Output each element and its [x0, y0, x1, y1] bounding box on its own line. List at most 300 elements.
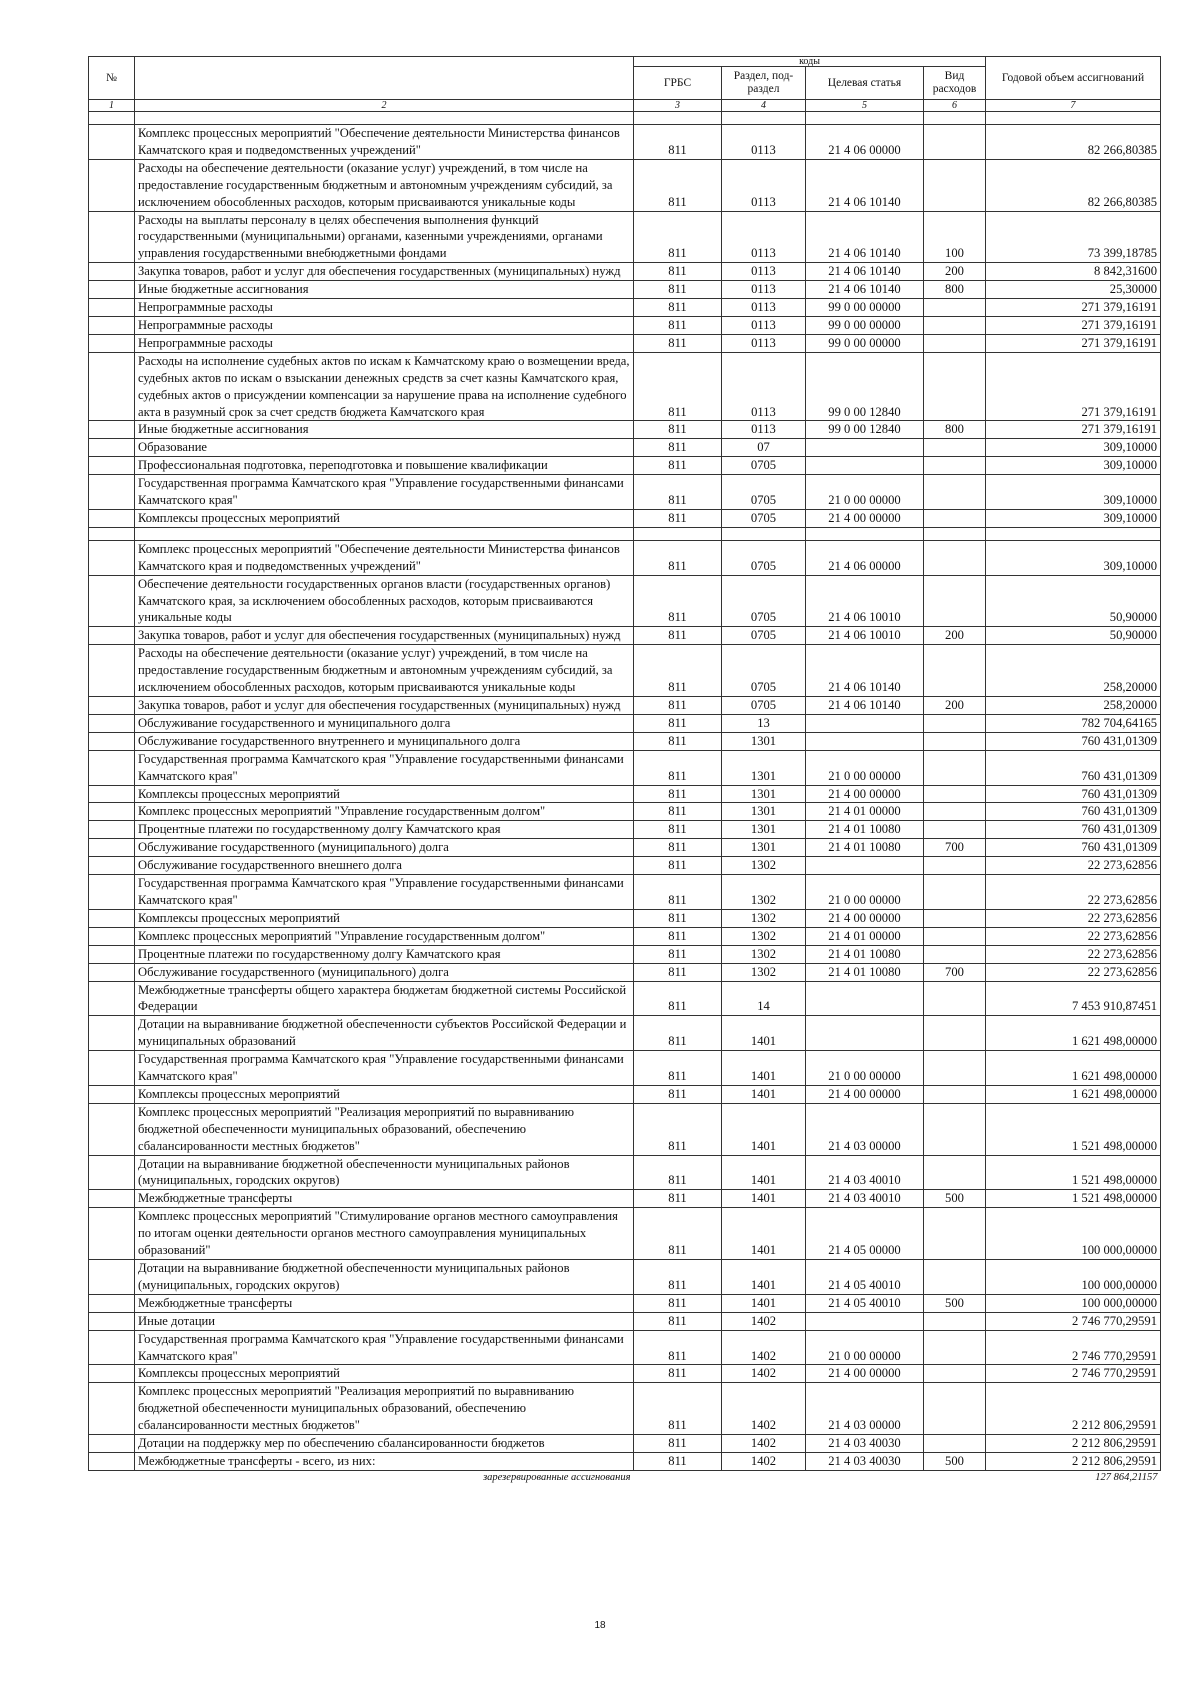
row-target-article-cell: 21 4 00 00000: [806, 509, 924, 527]
row-number-cell: [89, 509, 135, 527]
row-amount-cell: 782 704,64165: [986, 714, 1161, 732]
row-grbs-cell: 811: [634, 1051, 722, 1086]
row-name-cell: Процентные платежи по государственному долгу Камчатского края: [135, 821, 634, 839]
row-name-cell: Иные дотации: [135, 1312, 634, 1330]
row-grbs-cell: 811: [634, 732, 722, 750]
row-number-cell: [89, 575, 135, 627]
row-grbs-cell: 811: [634, 299, 722, 317]
row-amount-cell: 271 379,16191: [986, 352, 1161, 421]
row-razdel-cell: 0705: [722, 645, 806, 697]
table-row: [89, 839, 1161, 857]
row-number-cell: [89, 909, 135, 927]
row-razdel-cell: 1301: [722, 785, 806, 803]
row-target-article-cell: 21 4 06 10140: [806, 281, 924, 299]
row-grbs-cell: 811: [634, 211, 722, 263]
row-razdel-cell: 14: [722, 981, 806, 1016]
column-number: 3: [634, 100, 722, 112]
row-expense-type-cell: [924, 1435, 986, 1453]
row-expense-type-cell: [924, 945, 986, 963]
row-name-cell: Комплексы процессных мероприятий: [135, 785, 634, 803]
table-row: [89, 1103, 1161, 1155]
row-grbs-cell: 811: [634, 963, 722, 981]
row-expense-type-cell: [924, 785, 986, 803]
row-target-article-cell: 21 4 00 00000: [806, 1365, 924, 1383]
row-name-cell: Государственная программа Камчатского края "Управление государственными финансами Камчатского края": [135, 750, 634, 785]
row-grbs-cell: 811: [634, 875, 722, 910]
row-razdel-cell: 0705: [722, 509, 806, 527]
row-number-cell: [89, 1051, 135, 1086]
row-amount-cell: 1 521 498,00000: [986, 1155, 1161, 1190]
row-name-cell: Обслуживание государственного и муниципального долга: [135, 714, 634, 732]
row-grbs-cell: 811: [634, 334, 722, 352]
row-amount-cell: 309,10000: [986, 509, 1161, 527]
table-row: [89, 645, 1161, 697]
row-target-article-cell: 21 4 05 40010: [806, 1294, 924, 1312]
table-row: [89, 981, 1161, 1016]
row-target-article-cell: 21 4 03 40030: [806, 1435, 924, 1453]
row-amount-cell: 100 000,00000: [986, 1208, 1161, 1260]
row-target-article-cell: 99 0 00 00000: [806, 316, 924, 334]
header-name: [135, 57, 634, 100]
row-target-article-cell: [806, 857, 924, 875]
row-expense-type-cell: [924, 909, 986, 927]
row-target-article-cell: 21 4 03 40010: [806, 1155, 924, 1190]
row-expense-type-cell: [924, 1312, 986, 1330]
row-target-article-cell: 21 4 06 10010: [806, 575, 924, 627]
row-razdel-cell: 0113: [722, 334, 806, 352]
table-row: [89, 352, 1161, 421]
row-razdel-cell: 0113: [722, 421, 806, 439]
table-row: [89, 1435, 1161, 1453]
table-row: [89, 575, 1161, 627]
row-name-cell: Обслуживание государственного внешнего долга: [135, 857, 634, 875]
row-target-article-cell: 21 4 01 10080: [806, 821, 924, 839]
row-name-cell: Непрограммные расходы: [135, 316, 634, 334]
row-razdel-cell: 0113: [722, 125, 806, 160]
row-grbs-cell: 811: [634, 1190, 722, 1208]
header-codes: коды: [634, 57, 986, 67]
table-row: [89, 211, 1161, 263]
row-expense-type-cell: [924, 299, 986, 317]
row-amount-cell: 25,30000: [986, 281, 1161, 299]
row-razdel-cell: 1301: [722, 750, 806, 785]
table-row: [89, 281, 1161, 299]
row-amount-cell: 2 746 770,29591: [986, 1312, 1161, 1330]
row-razdel-cell: 1401: [722, 1103, 806, 1155]
spacer-row: [89, 527, 1161, 540]
row-grbs-cell: 811: [634, 1155, 722, 1190]
row-amount-cell: 8 842,31600: [986, 263, 1161, 281]
row-grbs-cell: 811: [634, 785, 722, 803]
row-amount-cell: 100 000,00000: [986, 1294, 1161, 1312]
row-target-article-cell: 21 4 06 00000: [806, 125, 924, 160]
row-number-cell: [89, 732, 135, 750]
row-razdel-cell: 0113: [722, 263, 806, 281]
row-amount-cell: 7 453 910,87451: [986, 981, 1161, 1016]
row-razdel-cell: 1402: [722, 1383, 806, 1435]
row-grbs-cell: 811: [634, 509, 722, 527]
row-amount-cell: 760 431,01309: [986, 803, 1161, 821]
row-number-cell: [89, 645, 135, 697]
table-row: [89, 1452, 1161, 1470]
row-number-cell: [89, 263, 135, 281]
row-name-cell: Дотации на выравнивание бюджетной обеспеченности муниципальных районов (муниципальных, городских округов): [135, 1155, 634, 1190]
table-row: [89, 439, 1161, 457]
row-number-cell: [89, 421, 135, 439]
table-row: [89, 316, 1161, 334]
row-name-cell: Обслуживание государственного внутреннего и муниципального долга: [135, 732, 634, 750]
row-grbs-cell: 811: [634, 803, 722, 821]
row-amount-cell: 309,10000: [986, 475, 1161, 510]
row-expense-type-cell: [924, 857, 986, 875]
row-razdel-cell: 1302: [722, 909, 806, 927]
row-expense-type-cell: 800: [924, 421, 986, 439]
row-grbs-cell: 811: [634, 1016, 722, 1051]
row-amount-cell: 22 273,62856: [986, 927, 1161, 945]
table-row: [89, 1155, 1161, 1190]
row-name-cell: Государственная программа Камчатского края "Управление государственными финансами Камчатского края": [135, 875, 634, 910]
row-expense-type-cell: 800: [924, 281, 986, 299]
table-body: [89, 112, 1161, 1471]
row-razdel-cell: 0113: [722, 159, 806, 211]
table-row: [89, 1383, 1161, 1435]
row-target-article-cell: 99 0 00 12840: [806, 352, 924, 421]
row-target-article-cell: [806, 981, 924, 1016]
row-amount-cell: 760 431,01309: [986, 785, 1161, 803]
table-row: [89, 509, 1161, 527]
row-amount-cell: 22 273,62856: [986, 909, 1161, 927]
row-grbs-cell: 811: [634, 281, 722, 299]
row-name-cell: Комплексы процессных мероприятий: [135, 1085, 634, 1103]
table-row: [89, 909, 1161, 927]
row-amount-cell: 271 379,16191: [986, 299, 1161, 317]
row-grbs-cell: 811: [634, 421, 722, 439]
row-expense-type-cell: [924, 457, 986, 475]
row-grbs-cell: 811: [634, 857, 722, 875]
row-amount-cell: 2 746 770,29591: [986, 1330, 1161, 1365]
row-target-article-cell: [806, 1312, 924, 1330]
row-razdel-cell: 1402: [722, 1452, 806, 1470]
column-numbers-row: [89, 100, 1161, 112]
row-name-cell: Дотации на выравнивание бюджетной обеспеченности муниципальных районов (муниципальных, городских округов): [135, 1260, 634, 1295]
row-name-cell: Межбюджетные трансферты: [135, 1294, 634, 1312]
row-name-cell: Расходы на выплаты персоналу в целях обеспечения выполнения функций государственными (муниципальными) органами, казенными учреждениями, органами управления государственными внебюджетными фондами: [135, 211, 634, 263]
row-grbs-cell: 811: [634, 1294, 722, 1312]
row-razdel-cell: 13: [722, 714, 806, 732]
table-row: [89, 627, 1161, 645]
row-expense-type-cell: 700: [924, 963, 986, 981]
row-amount-cell: 1 621 498,00000: [986, 1085, 1161, 1103]
row-target-article-cell: [806, 457, 924, 475]
row-expense-type-cell: [924, 1085, 986, 1103]
row-number-cell: [89, 281, 135, 299]
row-name-cell: Обслуживание государственного (муниципального) долга: [135, 963, 634, 981]
row-name-cell: Обслуживание государственного (муниципального) долга: [135, 839, 634, 857]
row-grbs-cell: 811: [634, 1383, 722, 1435]
table-row: [89, 1208, 1161, 1260]
budget-table-sheet: [88, 56, 1160, 1483]
row-razdel-cell: 1302: [722, 963, 806, 981]
column-number: 5: [806, 100, 924, 112]
row-grbs-cell: 811: [634, 1208, 722, 1260]
row-number-cell: [89, 1103, 135, 1155]
row-number-cell: [89, 803, 135, 821]
row-number-cell: [89, 540, 135, 575]
row-amount-cell: 22 273,62856: [986, 963, 1161, 981]
row-expense-type-cell: 100: [924, 211, 986, 263]
table-row: [89, 714, 1161, 732]
row-name-cell: Закупка товаров, работ и услуг для обеспечения государственных (муниципальных) нужд: [135, 627, 634, 645]
row-expense-type-cell: 500: [924, 1190, 986, 1208]
row-razdel-cell: 1301: [722, 821, 806, 839]
table-header: [89, 57, 1161, 112]
header-amount: Годовой объем ассигнований: [986, 57, 1161, 100]
row-razdel-cell: 0113: [722, 316, 806, 334]
row-expense-type-cell: [924, 1208, 986, 1260]
table-row: [89, 1051, 1161, 1086]
row-expense-type-cell: [924, 1016, 986, 1051]
column-number: 7: [986, 100, 1161, 112]
row-razdel-cell: 1301: [722, 839, 806, 857]
row-number-cell: [89, 927, 135, 945]
row-name-cell: Закупка товаров, работ и услуг для обеспечения государственных (муниципальных) нужд: [135, 697, 634, 715]
row-name-cell: Комплекс процессных мероприятий "Управление государственным долгом": [135, 803, 634, 821]
row-amount-cell: 271 379,16191: [986, 334, 1161, 352]
row-razdel-cell: 1401: [722, 1260, 806, 1295]
row-grbs-cell: 811: [634, 697, 722, 715]
row-grbs-cell: 811: [634, 125, 722, 160]
row-number-cell: [89, 1085, 135, 1103]
row-name-cell: Комплексы процессных мероприятий: [135, 909, 634, 927]
row-target-article-cell: 99 0 00 12840: [806, 421, 924, 439]
row-target-article-cell: 21 4 05 40010: [806, 1260, 924, 1295]
row-razdel-cell: 0705: [722, 457, 806, 475]
row-name-cell: Межбюджетные трансферты - всего, из них:: [135, 1452, 634, 1470]
row-target-article-cell: 21 4 01 00000: [806, 803, 924, 821]
table-row: [89, 1312, 1161, 1330]
header-expense-type: Вид расходов: [924, 67, 986, 100]
row-grbs-cell: 811: [634, 645, 722, 697]
row-amount-cell: 258,20000: [986, 697, 1161, 715]
row-grbs-cell: 811: [634, 945, 722, 963]
row-grbs-cell: 811: [634, 981, 722, 1016]
row-grbs-cell: 811: [634, 575, 722, 627]
row-razdel-cell: 1401: [722, 1294, 806, 1312]
row-amount-cell: 309,10000: [986, 540, 1161, 575]
row-expense-type-cell: [924, 316, 986, 334]
row-amount-cell: 2 212 806,29591: [986, 1452, 1161, 1470]
row-amount-cell: 2 746 770,29591: [986, 1365, 1161, 1383]
table-row: [89, 785, 1161, 803]
row-number-cell: [89, 1435, 135, 1453]
row-name-cell: Межбюджетные трансферты: [135, 1190, 634, 1208]
row-number-cell: [89, 1208, 135, 1260]
footnote-value: 127 864,21157: [1095, 1471, 1158, 1483]
row-name-cell: Комплекс процессных мероприятий "Управление государственным долгом": [135, 927, 634, 945]
row-target-article-cell: 99 0 00 00000: [806, 299, 924, 317]
row-number-cell: [89, 981, 135, 1016]
row-amount-cell: 760 431,01309: [986, 839, 1161, 857]
row-grbs-cell: 811: [634, 1452, 722, 1470]
row-name-cell: Расходы на исполнение судебных актов по искам к Камчатскому краю о возмещении вреда, судебных актов по искам о взыскании денежных средств за счет казны Камчатского края, судебных актов о присуждении компенсации за нарушение права на исполнение судебного акта в разумный срок за счет средств бюджета Камчатского края: [135, 352, 634, 421]
row-name-cell: Комплекс процессных мероприятий "Обеспечение деятельности Министерства финансов Камчатского края и подведомственных учреждений": [135, 540, 634, 575]
row-name-cell: Комплексы процессных мероприятий: [135, 1365, 634, 1383]
row-name-cell: Обеспечение деятельности государственных органов власти (государственных органов) Камчатского края, за исключением обособленных расходов, которым присваиваются уникальные коды: [135, 575, 634, 627]
row-number-cell: [89, 1330, 135, 1365]
row-expense-type-cell: 500: [924, 1452, 986, 1470]
row-number-cell: [89, 457, 135, 475]
row-target-article-cell: 21 4 00 00000: [806, 1085, 924, 1103]
row-expense-type-cell: [924, 803, 986, 821]
table-row: [89, 875, 1161, 910]
row-number-cell: [89, 785, 135, 803]
row-number-cell: [89, 211, 135, 263]
row-grbs-cell: 811: [634, 1085, 722, 1103]
row-amount-cell: 1 521 498,00000: [986, 1103, 1161, 1155]
row-name-cell: Закупка товаров, работ и услуг для обеспечения государственных (муниципальных) нужд: [135, 263, 634, 281]
row-target-article-cell: 21 4 03 00000: [806, 1383, 924, 1435]
row-expense-type-cell: 200: [924, 697, 986, 715]
row-target-article-cell: 21 0 00 00000: [806, 750, 924, 785]
row-number-cell: [89, 1383, 135, 1435]
row-expense-type-cell: [924, 540, 986, 575]
row-razdel-cell: 1401: [722, 1085, 806, 1103]
row-grbs-cell: 811: [634, 909, 722, 927]
row-amount-cell: 309,10000: [986, 457, 1161, 475]
table-row: [89, 857, 1161, 875]
row-amount-cell: 50,90000: [986, 575, 1161, 627]
row-grbs-cell: 811: [634, 839, 722, 857]
header-razdel: Раздел, под-раздел: [722, 67, 806, 100]
table-row: [89, 457, 1161, 475]
row-name-cell: Иные бюджетные ассигнования: [135, 281, 634, 299]
row-expense-type-cell: [924, 1051, 986, 1086]
row-razdel-cell: 1401: [722, 1190, 806, 1208]
row-target-article-cell: 21 4 01 10080: [806, 945, 924, 963]
row-number-cell: [89, 697, 135, 715]
row-name-cell: Государственная программа Камчатского края "Управление государственными финансами Камчатского края": [135, 1330, 634, 1365]
table-row: [89, 334, 1161, 352]
row-razdel-cell: 0705: [722, 627, 806, 645]
row-amount-cell: 50,90000: [986, 627, 1161, 645]
row-target-article-cell: 21 4 06 10140: [806, 697, 924, 715]
row-expense-type-cell: [924, 732, 986, 750]
row-razdel-cell: 1302: [722, 945, 806, 963]
row-expense-type-cell: 200: [924, 263, 986, 281]
row-target-article-cell: 21 4 01 10080: [806, 839, 924, 857]
row-name-cell: Комплексы процессных мероприятий: [135, 509, 634, 527]
row-target-article-cell: 21 4 01 10080: [806, 963, 924, 981]
table-row: [89, 299, 1161, 317]
footnote-label: зарезервированные ассигнования: [483, 1471, 631, 1483]
row-razdel-cell: 0113: [722, 352, 806, 421]
row-number-cell: [89, 1155, 135, 1190]
row-amount-cell: 82 266,80385: [986, 125, 1161, 160]
row-expense-type-cell: 200: [924, 627, 986, 645]
column-number: 4: [722, 100, 806, 112]
row-amount-cell: 760 431,01309: [986, 750, 1161, 785]
row-expense-type-cell: [924, 475, 986, 510]
row-number-cell: [89, 1260, 135, 1295]
row-razdel-cell: 1402: [722, 1365, 806, 1383]
table-row: [89, 803, 1161, 821]
row-target-article-cell: 21 0 00 00000: [806, 1051, 924, 1086]
row-amount-cell: 73 399,18785: [986, 211, 1161, 263]
row-expense-type-cell: 700: [924, 839, 986, 857]
row-amount-cell: 760 431,01309: [986, 732, 1161, 750]
row-target-article-cell: 21 4 00 00000: [806, 785, 924, 803]
row-expense-type-cell: [924, 714, 986, 732]
table-row: [89, 945, 1161, 963]
row-grbs-cell: 811: [634, 540, 722, 575]
page-number: 18: [594, 1620, 606, 1631]
row-amount-cell: 760 431,01309: [986, 821, 1161, 839]
table-row: [89, 421, 1161, 439]
row-number-cell: [89, 316, 135, 334]
row-razdel-cell: 1402: [722, 1435, 806, 1453]
row-name-cell: Профессиональная подготовка, переподготовка и повышение квалификации: [135, 457, 634, 475]
row-number-cell: [89, 1016, 135, 1051]
row-grbs-cell: 811: [634, 1312, 722, 1330]
row-name-cell: Комплекс процессных мероприятий "Реализация мероприятий по выравниванию бюджетной обеспеченности муниципальных образований, обеспечению сбалансированности местных бюджетов": [135, 1383, 634, 1435]
table-row: [89, 1365, 1161, 1383]
table-row: [89, 963, 1161, 981]
row-amount-cell: 1 521 498,00000: [986, 1190, 1161, 1208]
footnote-row: [89, 1470, 1161, 1483]
row-target-article-cell: [806, 1016, 924, 1051]
row-target-article-cell: 21 0 00 00000: [806, 475, 924, 510]
row-grbs-cell: 811: [634, 627, 722, 645]
row-expense-type-cell: [924, 1365, 986, 1383]
row-expense-type-cell: [924, 509, 986, 527]
row-name-cell: Процентные платежи по государственному долгу Камчатского края: [135, 945, 634, 963]
row-number-cell: [89, 439, 135, 457]
row-number-cell: [89, 839, 135, 857]
row-number-cell: [89, 750, 135, 785]
row-number-cell: [89, 125, 135, 160]
row-expense-type-cell: [924, 875, 986, 910]
row-number-cell: [89, 1190, 135, 1208]
row-razdel-cell: 0113: [722, 211, 806, 263]
row-target-article-cell: 21 4 01 00000: [806, 927, 924, 945]
row-razdel-cell: 0705: [722, 475, 806, 510]
row-name-cell: Комплекс процессных мероприятий "Реализация мероприятий по выравниванию бюджетной обеспеченности муниципальных образований, обеспечению сбалансированности местных бюджетов": [135, 1103, 634, 1155]
row-expense-type-cell: [924, 981, 986, 1016]
table-row: [89, 1294, 1161, 1312]
row-target-article-cell: [806, 732, 924, 750]
row-expense-type-cell: [924, 334, 986, 352]
row-target-article-cell: 21 4 06 00000: [806, 540, 924, 575]
row-expense-type-cell: [924, 575, 986, 627]
budget-table: [88, 56, 1161, 1483]
row-razdel-cell: 1302: [722, 875, 806, 910]
row-target-article-cell: 21 4 06 10140: [806, 645, 924, 697]
row-grbs-cell: 811: [634, 457, 722, 475]
row-razdel-cell: 1301: [722, 732, 806, 750]
row-amount-cell: 271 379,16191: [986, 421, 1161, 439]
row-number-cell: [89, 1294, 135, 1312]
column-number: 1: [89, 100, 135, 112]
table-row: [89, 125, 1161, 160]
row-name-cell: Иные бюджетные ассигнования: [135, 421, 634, 439]
row-name-cell: Комплекс процессных мероприятий "Обеспечение деятельности Министерства финансов Камчатского края и подведомственных учреждений": [135, 125, 634, 160]
row-number-cell: [89, 945, 135, 963]
table-row: [89, 1085, 1161, 1103]
row-razdel-cell: 1401: [722, 1208, 806, 1260]
row-razdel-cell: 1401: [722, 1016, 806, 1051]
table-row: [89, 263, 1161, 281]
row-number-cell: [89, 334, 135, 352]
